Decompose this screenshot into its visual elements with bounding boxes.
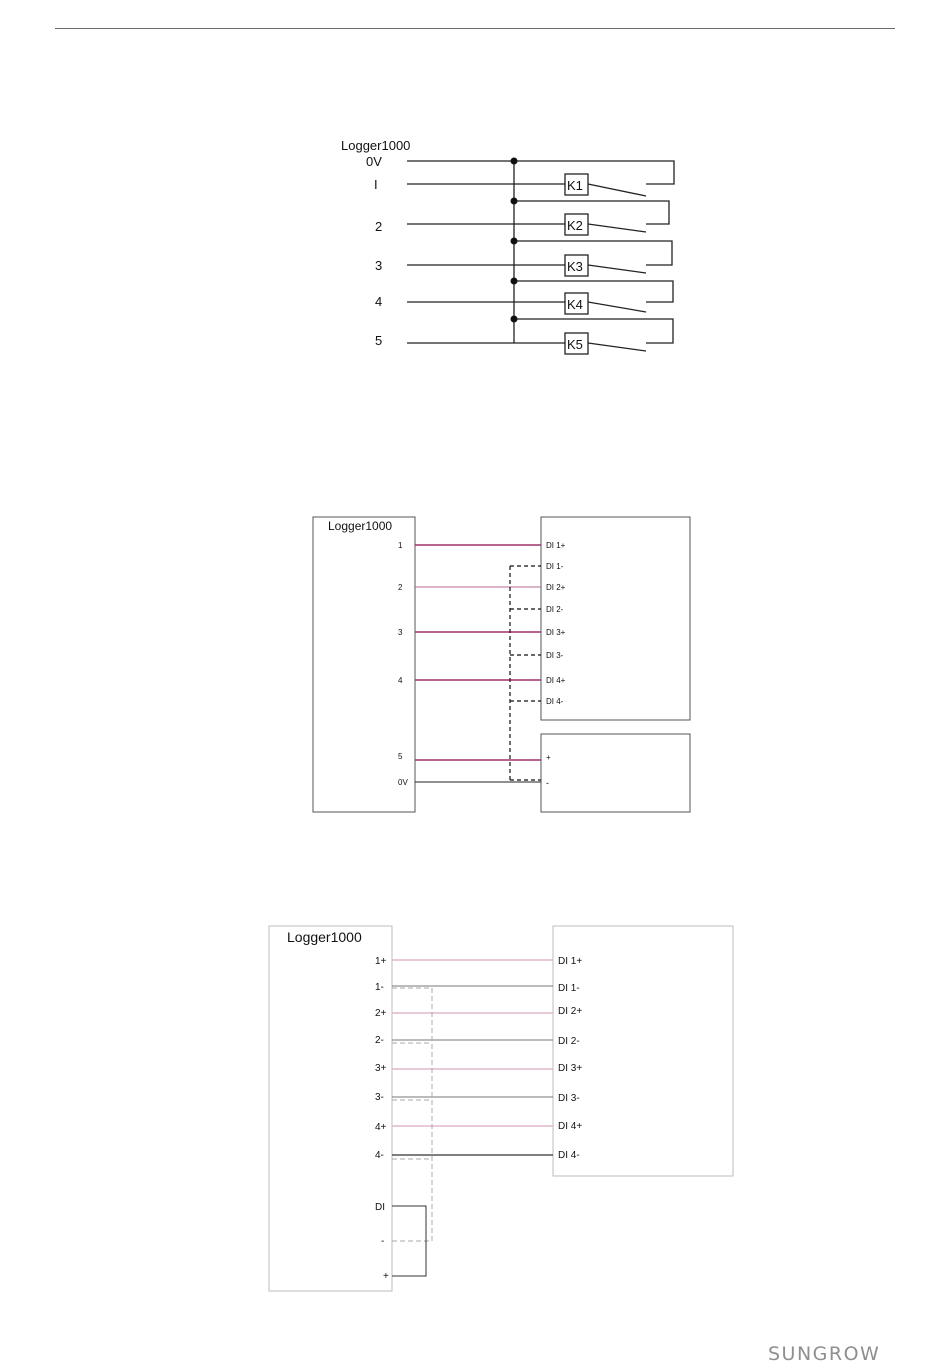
device3-di1-plus: DI 1+ [558, 956, 583, 967]
logger3-pin-di: DI [375, 1202, 385, 1213]
feed-k5 [514, 319, 673, 343]
junction-dot [511, 316, 518, 323]
relay-k1-label: K1 [567, 178, 583, 193]
logger2-pin-0v: 0V [398, 778, 408, 787]
device3-di2-minus: DI 2- [558, 1036, 580, 1047]
contact-k3 [588, 265, 646, 273]
logger2-pin-4: 4 [398, 676, 403, 685]
di-supply-wiring-diagram [313, 517, 690, 812]
terminal-0v: 0V [366, 154, 382, 169]
device2-di1-minus: DI 1- [546, 562, 564, 571]
device3-di4-plus: DI 4+ [558, 1121, 583, 1132]
relay-wiring-diagram [341, 138, 674, 354]
feed-k3 [514, 241, 672, 265]
logger2-pin-1: 1 [398, 541, 403, 550]
terminal-2: 2 [375, 219, 383, 234]
contact-k5 [588, 343, 646, 351]
logger-title-1: Logger1000 [341, 138, 411, 153]
contact-k1 [588, 184, 646, 196]
logger-title-2: Logger1000 [328, 519, 393, 533]
logger-title-3: Logger1000 [287, 929, 362, 945]
logger3-pin-plus: + [383, 1271, 389, 1282]
contact-k2 [588, 224, 646, 232]
device3-di3-plus: DI 3+ [558, 1063, 583, 1074]
logger-box-2 [313, 517, 415, 812]
differential-di-wiring-diagram [269, 926, 733, 1291]
terminal-5: 5 [375, 333, 383, 348]
logger-box-3 [269, 926, 392, 1291]
terminal-4: 4 [375, 294, 383, 309]
feed-k1 [516, 161, 674, 184]
logger3-pin-4plus: 4+ [375, 1122, 387, 1133]
logger2-pin-2: 2 [398, 583, 403, 592]
device3-di2-plus: DI 2+ [558, 1006, 583, 1017]
logger3-pin-1plus: 1+ [375, 956, 387, 967]
terminal-3: 3 [375, 258, 383, 273]
device3-di1-minus: DI 1- [558, 983, 580, 994]
device2-di2-minus: DI 2- [546, 605, 564, 614]
logger3-pin-2minus: 2- [375, 1035, 384, 1046]
logger2-pin-3: 3 [398, 628, 403, 637]
relay-k3-label: K3 [567, 259, 583, 274]
supply2-plus: + [546, 753, 551, 762]
supply2-minus: - [546, 778, 549, 788]
logger3-pin-minus: - [381, 1236, 385, 1247]
relay-k2-label: K2 [567, 218, 583, 233]
logger3-pin-1minus: 1- [375, 982, 384, 993]
device2-di4-plus: DI 4+ [546, 676, 566, 685]
feed-k4 [514, 281, 673, 302]
junction-dot [511, 158, 518, 165]
device2-di1-plus: DI 1+ [546, 541, 566, 550]
junction-dot [511, 238, 518, 245]
junction-dot [511, 278, 518, 285]
device3-di3-minus: DI 3- [558, 1093, 580, 1104]
sungrow-logo: SUNGROW [768, 1343, 881, 1365]
device2-di2-plus: DI 2+ [546, 583, 566, 592]
logger3-pin-3plus: 3+ [375, 1063, 387, 1074]
logger3-pin-2plus: 2+ [375, 1008, 387, 1019]
relay-k5-label: K5 [567, 337, 583, 352]
device2-di3-plus: DI 3+ [546, 628, 566, 637]
device2-di4-minus: DI 4- [546, 697, 564, 706]
terminal-1: I [374, 177, 378, 192]
device2-di3-minus: DI 3- [546, 651, 564, 660]
logger3-pin-4minus: 4- [375, 1150, 384, 1161]
relay-k4-label: K4 [567, 297, 583, 312]
logger3-pin-3minus: 3- [375, 1092, 384, 1103]
logger2-pin-5: 5 [398, 752, 403, 761]
device3-di4-minus: DI 4- [558, 1150, 580, 1161]
junction-dot [511, 198, 518, 205]
feed-k2 [514, 201, 669, 224]
supply-box-2 [541, 734, 690, 812]
contact-k4 [588, 302, 646, 312]
